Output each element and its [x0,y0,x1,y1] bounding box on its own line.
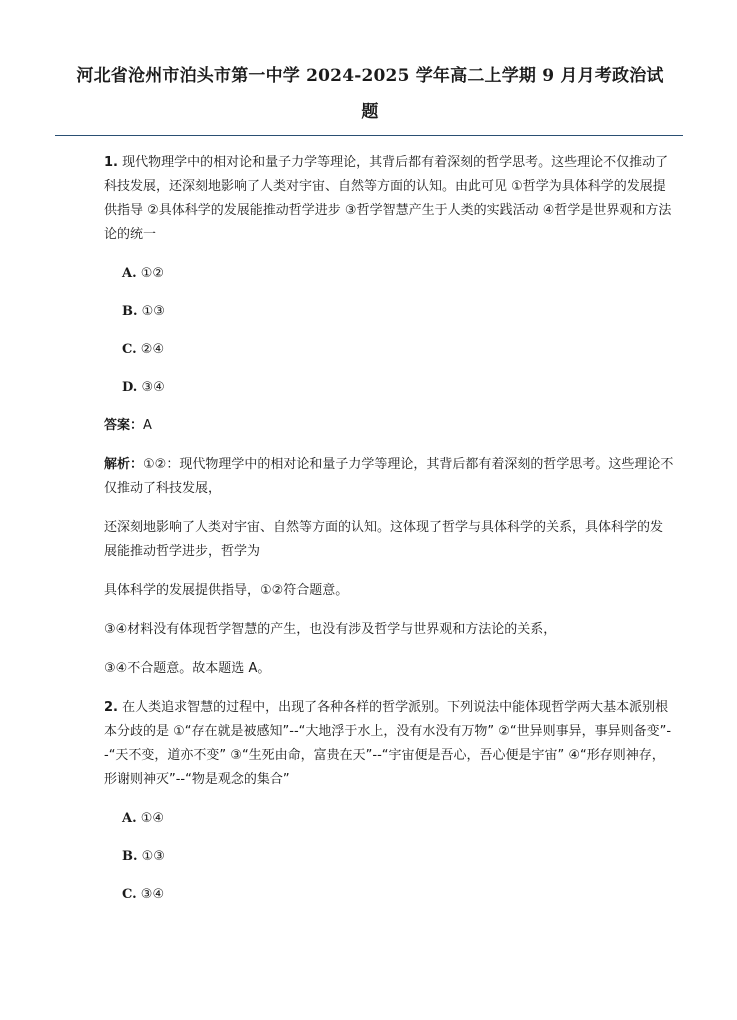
question-2-option-b: B. ①③ [122,849,165,864]
question-1-number: 1. [104,155,118,170]
question-1-option-c: C. ②④ [122,342,165,357]
question-2-option-c: C. ③④ [122,887,165,902]
document-body [104,151,674,921]
page-title [60,58,680,130]
question-2-text: 在人类追求智慧的过程中，出现了各种各样的哲学派别。下列说法中能体现哲学两大基本派别根本分歧的是 ①“存在就是被感知”--“大地浮于水上，没有水没有万物” ②“世异则事异，事异则备变”--“天不变，道亦不变” ③“生死由命，富贵在天”--“宇宙便是吾心，吾心便是宇宙” ④“形存则神存，形谢则神灭”--“物是观念的集合” [104,700,672,787]
analysis-label: 解析： [104,457,144,472]
title-divider [55,135,683,136]
answer-label: 答案： [104,418,144,433]
question-1-text: 现代物理学中的相对论和量子力学等理论，其背后都有着深刻的哲学思考。这些理论不仅推动了科技发展，还深刻地影响了人类对宇宙、自然等方面的认知。由此可见 ①哲学为具体科学的发展提供指导 ②具体科学的发展能推动哲学进步 ③哲学智慧产生于人类的实践活动 ④哲学是世界观和方法论的统一 [104,155,672,242]
question-1-answer [104,414,674,438]
question-1-option-a: A. ①② [122,266,165,281]
question-1-stem [104,151,674,247]
title-line-1: 河北省沧州市泊头市第一中学 2024-2025 学年高二上学期 9 月月考政治试 [76,66,664,86]
question-2-stem [104,696,674,792]
question-1-option-b: B. ①③ [122,304,165,319]
question-1-analysis-2: 还深刻地影响了人类对宇宙、自然等方面的认知。这体现了哲学与具体科学的关系，具体科学的发展能推动哲学进步，哲学为 [104,520,664,559]
question-1-analysis-4: ③④材料没有体现哲学智慧的产生，也没有涉及哲学与世界观和方法论的关系， [104,622,557,637]
title-line-2: 题 [361,102,379,122]
question-1-option-d: D. ③④ [122,380,165,395]
answer-value: A [143,418,152,433]
question-1-analysis-3: 具体科学的发展提供指导，①②符合题意。 [104,583,349,598]
question-1-analysis-5: ③④不合题意。故本题选 A。 [104,661,271,676]
question-2-option-a: A. ①④ [122,811,165,826]
question-2-number: 2. [104,700,118,715]
question-1-analysis-1: 解析：①②：现代物理学中的相对论和量子力学等理论，其背后都有着深刻的哲学思考。这些理论不仅推动了科技发展， [104,457,674,496]
